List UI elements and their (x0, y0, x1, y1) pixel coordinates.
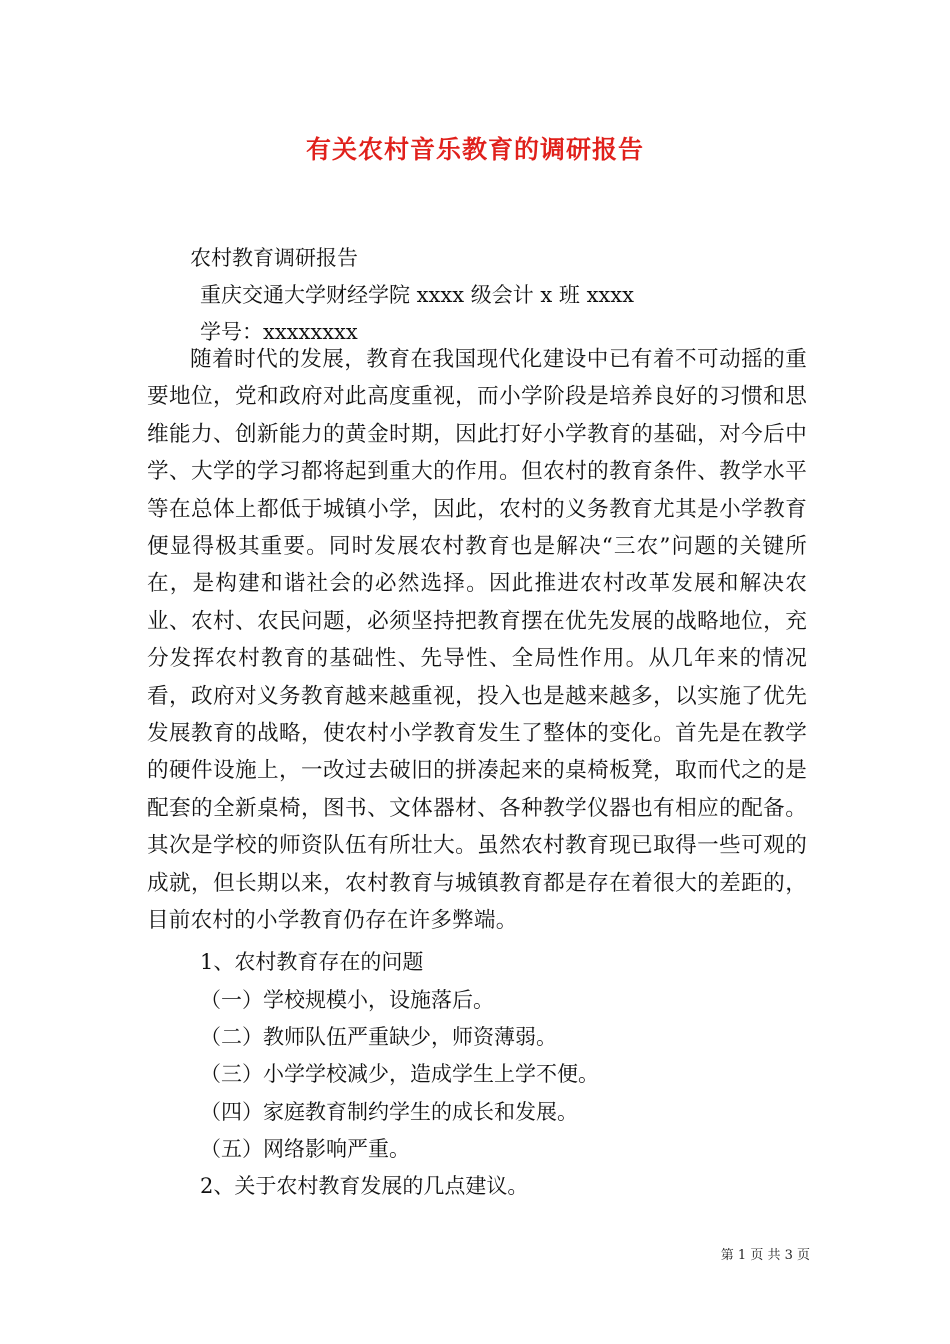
author-line: 重庆交通大学财经学院 xxxx 级会计 x 班 xxxx (200, 283, 634, 307)
report-subtitle: 农村教育调研报告 (190, 246, 358, 270)
document-title: 有关农村音乐教育的调研报告 (305, 135, 644, 164)
problem-item: （三）小学学校减少，造成学生上学不便。 (200, 1062, 599, 1086)
problem-item: （四）家庭教育制约学生的成长和发展。 (200, 1100, 578, 1124)
section-heading-problems: 1、农村教育存在的问题 (200, 950, 424, 974)
problem-item: （二）教师队伍严重缺少，师资薄弱。 (200, 1025, 557, 1049)
problem-item: （一）学校规模小，设施落后。 (200, 988, 494, 1012)
section-heading-suggestions: 2、关于农村教育发展的几点建议。 (200, 1174, 529, 1198)
problem-item: （五）网络影响严重。 (200, 1137, 410, 1161)
page-number: 第 1 页 共 3 页 (720, 1248, 810, 1263)
body-paragraph: 随着时代的发展，教育在我国现代化建设中已有着不可动摇的重要地位，党和政府对此高度重视，而小学阶段是培养良好的习惯和思维能力、创新能力的黄金时期，因此打好小学教育的基础，对今后中学、大学的学习都将起到重大的作用。但农村的教育条件、教学水平等在总体上都低于城镇小学，因此，农村的义务教育尤其是小学教育便显得极其重要。同时发展农村教育也是解决“三农”问题的关键所在，是构建和谐社会的必然选择。因此推进农村改革发展和解决农业、农村、农民问题，必须坚持把教育摆在优先发展的战略地位，充分发挥农村教育的基础性、先导性、全局性作用。从几年来的情况看，政府对义务教育越来越重视，投入也是越来越多，以实施了优先发展教育的战略，使农村小学教育发生了整体的变化。首先是在教学的硬件设施上，一改过去破旧的拼凑起来的桌椅板凳，取而代之的是配套的全新桌椅，图书、文体器材、各种教学仪器也有相应的配备。其次是学校的师资队伍有所壮大。虽然农村教育现已取得一些可观的成就，但长期以来，农村教育与城镇教育都是存在着很大的差距的，目前农村的小学教育仍存在许多弊端。 (147, 347, 807, 934)
student-id: 学号：xxxxxxxx (200, 320, 358, 344)
